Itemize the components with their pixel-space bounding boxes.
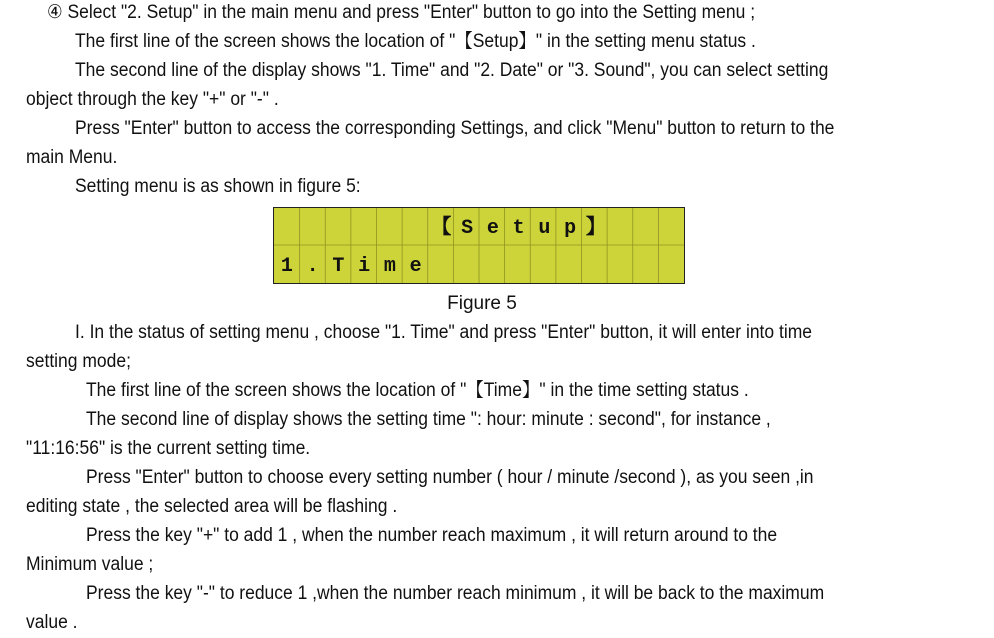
lcd-char: S — [461, 217, 474, 240]
figure-caption: Figure 5 — [447, 293, 517, 314]
doc-line: I. In the status of setting menu , choose "1. Time" and press "Enter" button, it will enter into time — [75, 322, 813, 343]
lcd-char: . — [306, 255, 319, 278]
doc-line: The first line of the screen shows the location of "【Setup】" in the setting menu status . — [75, 31, 756, 52]
doc-line: The second line of display shows the setting time ": hour: minute : second", for instance , — [86, 409, 771, 430]
lcd-display — [273, 207, 685, 284]
doc-line: Setting menu is as shown in figure 5: — [75, 176, 361, 197]
lcd-line-1 — [274, 210, 684, 247]
lcd-char: p — [564, 217, 577, 240]
doc-line: Press "Enter" button to choose every setting number ( hour / minute /second ), as you seen ,in — [86, 467, 814, 488]
lcd-char: u — [538, 217, 551, 240]
doc-line: setting mode; — [26, 351, 131, 372]
doc-line: value . — [26, 612, 78, 633]
lcd-char: e — [409, 255, 422, 278]
lcd-char: i — [358, 255, 371, 278]
lcd-char: 】 — [585, 217, 606, 240]
lcd-char: t — [512, 217, 525, 240]
lcd-char: 【 — [431, 217, 452, 240]
doc-line: "11:16:56" is the current setting time. — [26, 438, 311, 459]
lcd-char: m — [383, 255, 396, 278]
doc-line: The second line of the display shows "1. Time" and "2. Date" or "3. Sound", you can select setting — [75, 60, 829, 81]
lcd-char: 1 — [280, 255, 293, 278]
lcd-line-2 — [274, 248, 684, 285]
doc-line: ④ Select "2. Setup" in the main menu and press "Enter" button to go into the Setting menu ; — [47, 2, 756, 23]
doc-line: main Menu. — [26, 147, 118, 168]
doc-line: object through the key "+" or "-" . — [26, 89, 279, 110]
doc-line: Minimum value ; — [26, 554, 154, 575]
lcd-char: T — [332, 255, 345, 278]
doc-line: Press "Enter" button to access the corresponding Settings, and click "Menu" button to return to the — [75, 118, 835, 139]
lcd-char: e — [486, 217, 499, 240]
doc-line: Press the key "+" to add 1 , when the number reach maximum , it will return around to the — [86, 525, 778, 546]
doc-line: The first line of the screen shows the location of "【Time】" in the time setting status . — [86, 380, 749, 401]
doc-line: Press the key "-" to reduce 1 ,when the number reach minimum , it will be back to the maximum — [86, 583, 825, 604]
doc-line: editing state , the selected area will be flashing . — [26, 496, 398, 517]
